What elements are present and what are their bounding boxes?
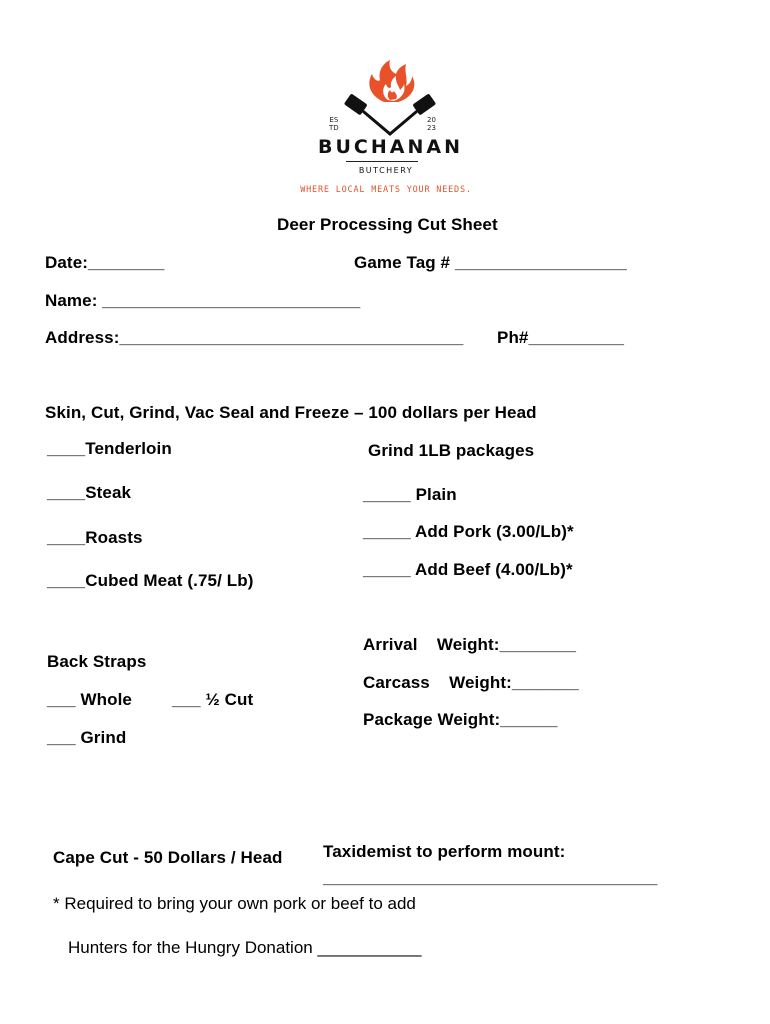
- cape-cut-price: Cape Cut - 50 Dollars / Head: [53, 848, 283, 867]
- tenderloin-option[interactable]: ____Tenderloin: [47, 439, 172, 458]
- required-note: * Required to bring your own pork or beef to add: [53, 894, 416, 913]
- steak-option[interactable]: ____Steak: [47, 483, 132, 502]
- address-field[interactable]: Address:____________________________________: [45, 328, 464, 347]
- page-title: Deer Processing Cut Sheet: [277, 215, 498, 234]
- date-field[interactable]: Date:________: [45, 253, 165, 272]
- cubed-meat-option[interactable]: ____Cubed Meat (.75/ Lb): [47, 571, 254, 590]
- flame-icon: [369, 60, 414, 102]
- grind-heading: Grind 1LB packages: [368, 441, 535, 460]
- est-right: 20 23: [427, 116, 436, 132]
- back-straps-half-option[interactable]: ___ ½ Cut: [172, 690, 254, 709]
- est-left: ES TD: [329, 116, 339, 132]
- grind-plain-option[interactable]: _____ Plain: [363, 485, 457, 504]
- name-field[interactable]: Name: ___________________________: [45, 291, 361, 310]
- package-weight-field[interactable]: Package Weight:______: [363, 710, 558, 729]
- arrival-weight-field[interactable]: Arrival Weight:________: [363, 635, 576, 654]
- brand-name: BUCHANAN: [318, 136, 463, 158]
- brand-subname: BUTCHERY: [358, 166, 414, 175]
- back-straps-grind-option[interactable]: ___ Grind: [47, 728, 127, 747]
- brand-divider: [346, 161, 418, 162]
- back-straps-heading: Back Straps: [47, 652, 147, 671]
- taxidermist-label: Taxidemist to perform mount:: [323, 842, 566, 861]
- carcass-weight-field[interactable]: Carcass Weight:_______: [363, 673, 579, 692]
- processing-price: Skin, Cut, Grind, Vac Seal and Freeze – 100 dollars per Head: [45, 403, 537, 422]
- game-tag-field[interactable]: Game Tag # __________________: [354, 253, 627, 272]
- brand-tagline: WHERE LOCAL MEATS YOUR NEEDS.: [300, 185, 472, 195]
- grind-add-beef-option[interactable]: _____ Add Beef (4.00/Lb)*: [363, 560, 573, 579]
- taxidermist-field[interactable]: ___________________________________: [323, 868, 658, 887]
- roasts-option[interactable]: ____Roasts: [47, 528, 143, 547]
- donation-field[interactable]: Hunters for the Hungry Donation ___________: [68, 938, 422, 957]
- grind-add-pork-option[interactable]: _____ Add Pork (3.00/Lb)*: [363, 522, 574, 541]
- back-straps-whole-option[interactable]: ___ Whole: [47, 690, 132, 709]
- phone-field[interactable]: Ph#__________: [497, 328, 625, 347]
